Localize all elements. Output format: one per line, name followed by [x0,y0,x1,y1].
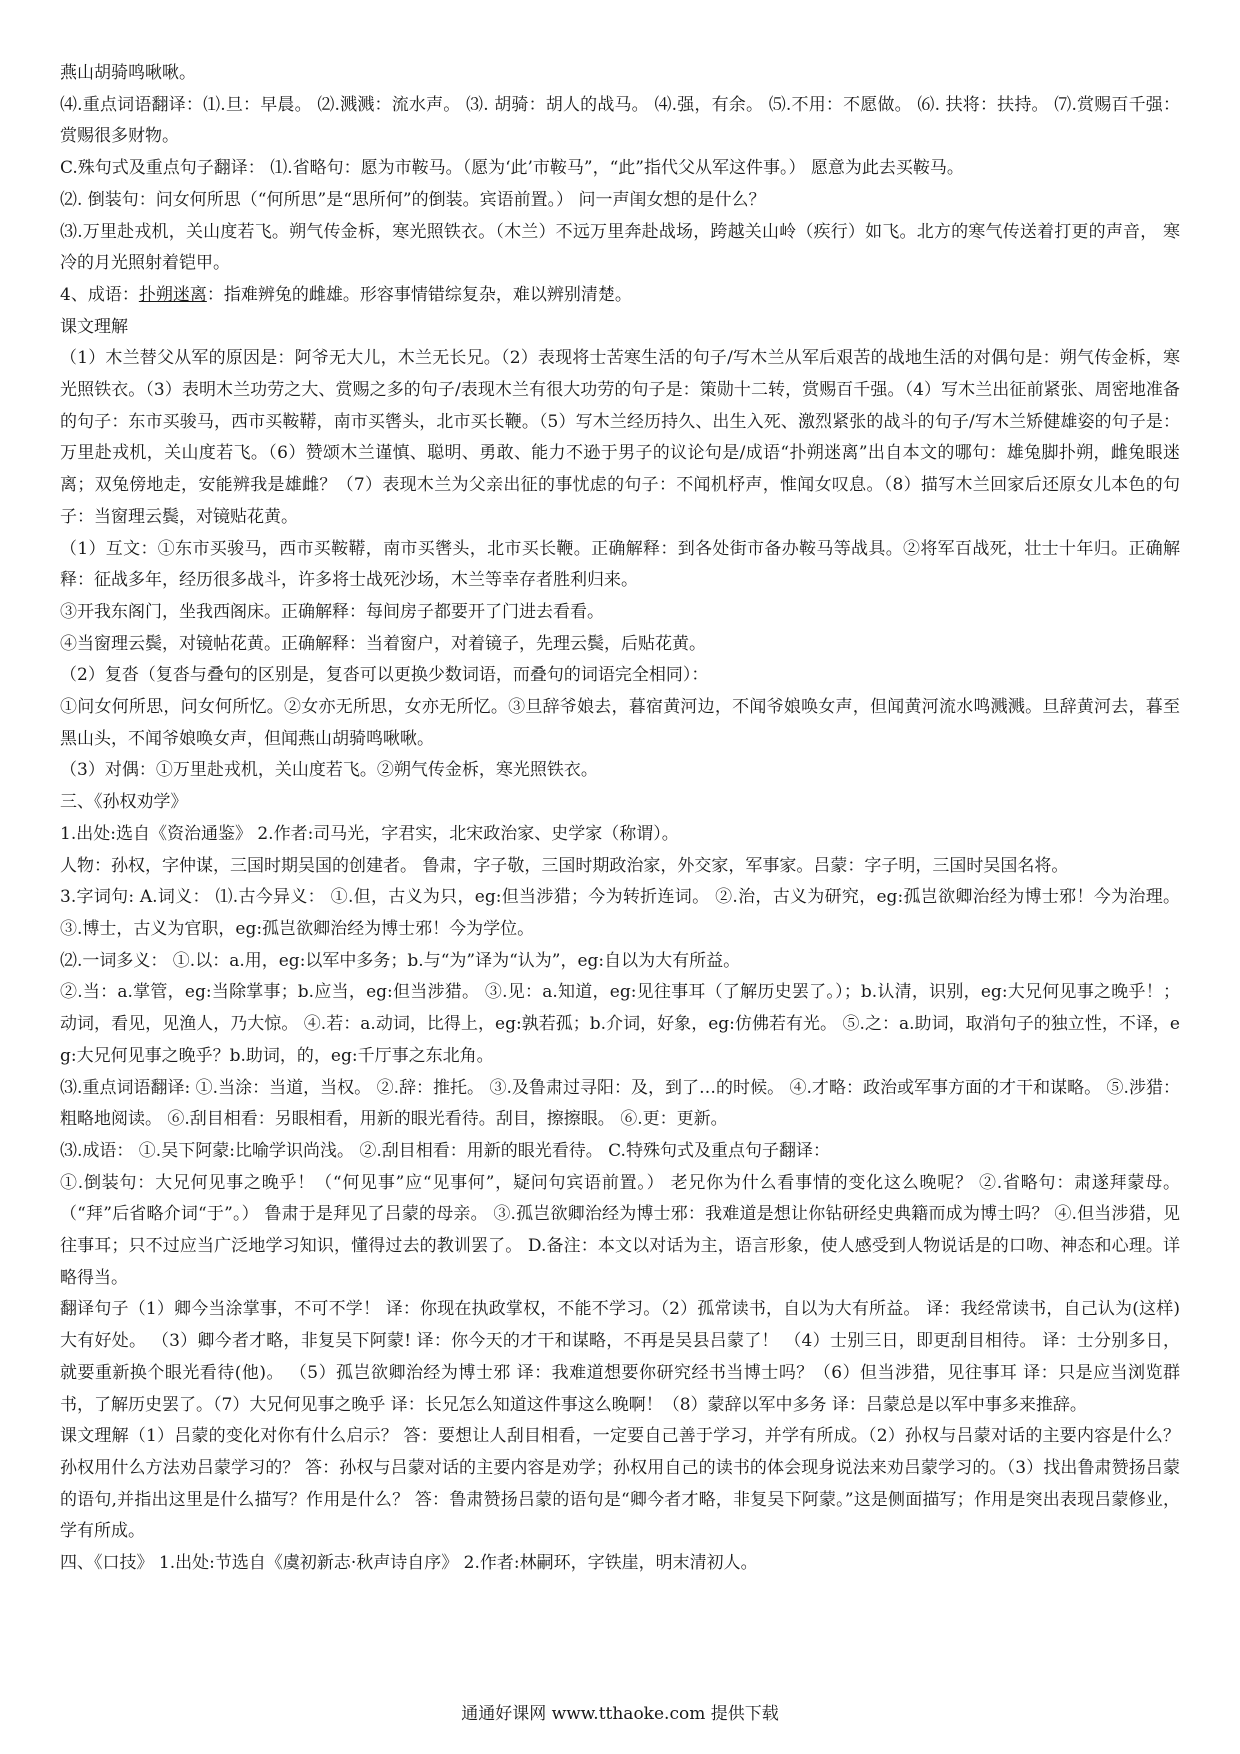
paragraph-sentence-patterns-2: ①.倒装句：大兄何见事之晚乎！（“何见事”应“见事何”，疑问句宾语前置。） 老兄你为什么看事情的变化这么晚呢？ ②.省略句：肃遂拜蒙母。（“拜”后省略介词“于”。） 鲁肃于是拜见了吕蒙的母亲。 ③.孤岂欲卿治经为博士邪：我难道是想让你钻研经史典籍而成为博士吗？ ④.但当涉猎，见往事耳；只不过应当广泛地学习知识，懂得过去的教训罢了。 D.备注：本文以对话为主，语言形象，使人感受到人物说话是的口吻、神态和心理。详略得当。 [60,1172,1180,1288]
document-body [60,58,1180,1580]
idiom-text: ：指难辨兔的雌雄。形容事情错综复杂，难以辨别清楚。 [206,284,632,305]
paragraph-key-words: ⑷.重点词语翻译：⑴.旦：早晨。 ⑵.溅溅：流水声。 ⑶. 胡骑：胡人的战马。 ⑷.强，有余。 ⑸.不用：不愿做。 ⑹. 扶将：扶持。 ⑺.赏赐百千强：赏赐很多财物。 [60,94,1180,147]
paragraph-understanding: （1）木兰替父从军的原因是：阿爷无大儿，木兰无长兄。（2）表现将士苦寒生活的句子/写木兰从军后艰苦的战地生活的对偶句是：朔气传金柝，寒光照铁衣。（3）表明木兰功劳之大、赏赐之多的句子/表现木兰有很大功劳的句子是：策勋十二转，赏赐百千强。（4）写木兰出征前紧张、周密地准备的句子：东市买骏马，西市买鞍鞯，南市买辔头，北市买长鞭。（5）写木兰经历持久、出生入死、激烈紧张的战斗的句子/写木兰矫健雄姿的句子是：万里赴戎机，关山度若飞。（6）赞颂木兰谨慎、聪明、勇敢、能力不逊于男子的议论句是/成语“扑朔迷离”出自本文的哪句：雄兔脚扑朔，雌兔眼迷离；双兔傍地走，安能辨我是雄雌？（7）表现木兰为父亲出征的事忧虑的句子：不闻机杼声，惟闻女叹息。（8）描写木兰回家后还原女儿本色的句子：当窗理云鬓，对镜贴花黄。 [60,348,1180,527]
idiom-word: 扑朔迷离 [138,284,207,305]
paragraph-translate-sentences: 翻译句子（1）卿今当涂掌事，不可不学！ 译：你现在执政掌权，不能不学习。（2）孤常读书，自以为大有所益。 译：我经常读书，自己认为(这样)大有好处。 （3）卿今者才略，非复吴下阿蒙! 译：你今天的才干和谋略，不再是吴县吕蒙了！ （4）士别三日，即更刮目相待。 译：士分别多日，就要重新换个眼光看待(他)。 （5）孤岂欲卿治经为博士邪 译：我难道想要你研究经书当博士吗？（6）但当涉猎，见往事耳 译：只是应当浏览群书，了解历史罢了。（7）大兄何见事之晚乎 译：长兄怎么知道这件事这么晚啊！（8）蒙辞以军中多务 译：吕蒙总是以军中事多来推辞。 [60,1299,1180,1415]
paragraph-translation: ⑶.万里赴戎机，关山度若飞。朔气传金柝，寒光照铁衣。（木兰）不远万里奔赴战场，跨越关山岭（疾行）如飞。北方的寒气传送着打更的声音， 寒冷的月光照射着铠甲。 [60,221,1180,274]
paragraph-sentence-patterns: C.殊句式及重点句子翻译： ⑴.省略句：愿为市鞍马。（愿为‘此’市鞍马”，“此”指代父从军这件事。） 愿意为此去买鞍马。 [60,158,964,179]
paragraph-source: 1.出处:选自《资治通鉴》 2.作者:司马光，字君实，北宋政治家、史学家（称谓）。 [60,823,679,844]
paragraph-futa: （2）复沓（复沓与叠句的区别是，复沓可以更换少数词语，而叠句的词语完全相同）： [60,665,709,686]
paragraph-idioms-2: ⑶.成语： ①.吴下阿蒙:比喻学识尚浅。 ②.刮目相看：用新的眼光看待。 C.特殊句式及重点句子翻译： [60,1140,830,1161]
page-footer: 通通好课网 www.tthaoke.com 提供下载 [461,1704,779,1724]
section-title-sunquan: 三、《孙权劝学》 [60,792,188,813]
section-heading: 课文理解 [60,316,128,337]
idiom-prefix: 4、成语： [60,284,139,305]
paragraph-idiom [60,280,1180,312]
paragraph-duiou: （3）对偶：①万里赴戎机，关山度若飞。②朔气传金柝，寒光照铁衣。 [60,760,598,781]
paragraph-huwen-3: ③开我东阁门，坐我西阁床。正确解释：每间房子都要开了门进去看看。 [60,601,604,622]
paragraph-huwen: （1）互文：①东市买骏马，西市买鞍鞯，南市买辔头，北市买长鞭。正确解释：到各处街市备办鞍马等战具。②将军百战死，壮士十年归。正确解释：征战多年，经历很多战斗，许多将士战死沙场，木兰等幸存者胜利归来。 [60,538,1180,591]
paragraph-huwen-4: ④当窗理云鬓，对镜帖花黄。正确解释：当着窗户，对着镜子，先理云鬓，后贴花黄。 [60,633,706,654]
paragraph-inversion: ⑵. 倒装句：问女何所思（“何所思”是“思所何”的倒装。宾语前置。） 问一声闺女想的是什么？ [60,189,766,210]
section-title-kouji: 四、《口技》 1.出处:节选自《虞初新志·秋声诗自序》 2.作者:林嗣环，字铁崖，明末清初人。 [60,1553,758,1574]
paragraph-line: 燕山胡骑鸣啾啾。 [60,63,196,83]
paragraph-polysemy-2: ②.当：a.掌管，eg:当除掌事；b.应当，eg:但当涉猎。 ③.见：a.知道，eg:见往事耳（了解历史罢了。）；b.认清，识别，eg:大兄何见事之晚乎！；动词，看见，见渔人，乃大惊。 ④.若：a.动词，比得上，eg:孰若孤；b.介词，好象，eg:仿佛若有光。 ⑤.之：a.助词，取消句子的独立性，不译，eg:大兄何见事之晚乎？b.助词，的，eg:千厅事之东北角。 [60,982,1180,1066]
paragraph-word-meaning: 3.字词句: A.词义： ⑴.古今异义： ①.但，古义为只，eg:但当涉猎；今为转折连词。 ②.治，古义为研究，eg:孤岂欲卿治经为博士邪！今为治理。 ③.博士，古义为官职，eg:孤岂欲卿治经为博士邪！今为学位。 [60,887,1180,939]
paragraph-understanding-2: 课文理解（1）吕蒙的变化对你有什么启示？ 答：要想让人刮目相看，一定要自己善于学习，并学有所成。（2）孙权与吕蒙对话的主要内容是什么？孙权用什么方法劝吕蒙学习的？ 答：孙权与吕蒙对话的主要内容是劝学；孙权用自己的读书的体会现身说法来劝吕蒙学习的。（3）找出鲁肃赞扬吕蒙的语句,并指出这里是什么描写？作用是什么？ 答：鲁肃赞扬吕蒙的语句是“卿今者才略，非复吴下阿蒙。”这是侧面描写；作用是突出表现吕蒙修业，学有所成。 [60,1426,1180,1542]
paragraph-futa-examples: ①问女何所思，问女何所忆。②女亦无所思，女亦无所忆。③旦辞爷娘去，暮宿黄河边，不闻爷娘唤女声，但闻黄河流水鸣溅溅。旦辞黄河去，暮至黑山头，不闻爷娘唤女声，但闻燕山胡骑鸣啾啾。 [60,697,1180,749]
paragraph-polysemy: ⑵.一词多义： ①.以：a.用，eg:以军中多务；b.与“为”译为“认为”，eg:自以为大有所益。 [60,950,741,971]
paragraph-key-words-2: ⑶.重点词语翻译: ①.当涂：当道，当权。 ②.辞：推托。 ③.及鲁肃过寻阳：及，到了…的时候。 ④.才略：政治或军事方面的才干和谋略。 ⑤.涉猎：粗略地阅读。 ⑥.刮目相看：另眼相看，用新的眼光看待。刮目，擦擦眼。 ⑥.更：更新。 [60,1077,1180,1130]
paragraph-characters: 人物：孙权，字仲谋，三国时期吴国的创建者。 鲁肃，字子敬，三国时期政治家，外交家，军事家。吕蒙：字子明，三国时吴国名将。 [60,855,1069,876]
